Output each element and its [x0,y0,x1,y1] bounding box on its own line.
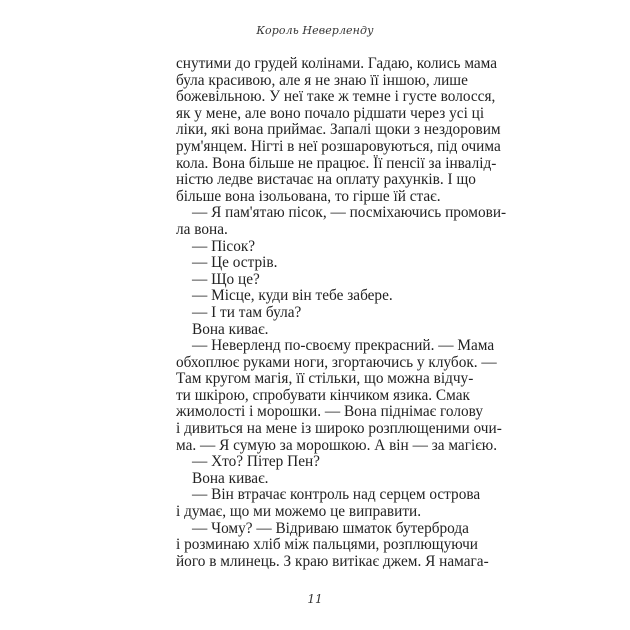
text-line: божевільною. У неї таке ж темне і густе волосся, [176,88,496,106]
text-line: — Що це? [192,270,260,288]
text-line: його в млинець. З краю витікає джем. Я намага- [176,552,489,570]
running-head: Король Неверленду [256,24,374,37]
text-line: — Це острів. [192,254,278,272]
text-line: Вона киває. [192,320,269,338]
text-line: — Я пам'ятаю пісок, — посміхаючись промови- [192,204,507,222]
text-line: — Неверленд по-своєму прекрасний. — Мама [192,337,495,355]
text-line: і дивиться на мене із широко розплющеними очи- [176,420,502,438]
page-number: 11 [307,592,323,606]
text-line: кола. Вона більше не працює. Її пенсії за інвалід- [176,154,497,172]
text-line: — Місце, куди він тебе забере. [192,287,393,305]
text-line: як у мене, але воно почало рідшати через усі ці [176,104,485,122]
text-line: ти шкірою, спробувати кінчиком язика. Смак [176,386,470,404]
text-line: снутими до грудей колінами. Гадаю, колись мама [176,55,498,72]
text-line: — І ти там була? [192,303,302,321]
text-line: ністю ледве вистачає на оплату рахунків. І що [176,171,476,189]
text-line: ліки, які вона приймає. Запалі щоки з нездоровим [176,121,501,139]
text-line: Там кругом магія, її стільки, що можна відчу- [176,370,474,388]
text-line: і думає, що ми можемо це виправити. [176,503,422,521]
text-line: жимолості і морошки. — Вона піднімає голову [176,403,483,421]
text-line: і розминаю хліб між пальцями, розплющуючи [176,536,478,554]
text-line: ла вона. [176,220,228,238]
text-line: ма. — Я сумую за морошкою. А він — за магією. [176,436,498,454]
text-line: була красивою, але я не знаю її іншою, лише [176,71,468,89]
text-line: Вона киває. [192,469,269,487]
text-line: — Він втрачає контроль над серцем острова [192,486,481,504]
text-line: обхоплює руками ноги, згортаючись у клубок. — [176,353,497,371]
text-line: — Хто? Пітер Пен? [192,453,320,471]
body-text [176,55,507,570]
text-line: — Чому? — Відриваю шматок бутерброда [192,519,469,537]
text-line: — Пісок? [192,237,256,255]
text-line: рум'янцем. Нігті в неї розшаровуються, під очима [176,137,501,155]
text-line: більше вона ізольована, то гірше їй стає. [176,187,441,205]
